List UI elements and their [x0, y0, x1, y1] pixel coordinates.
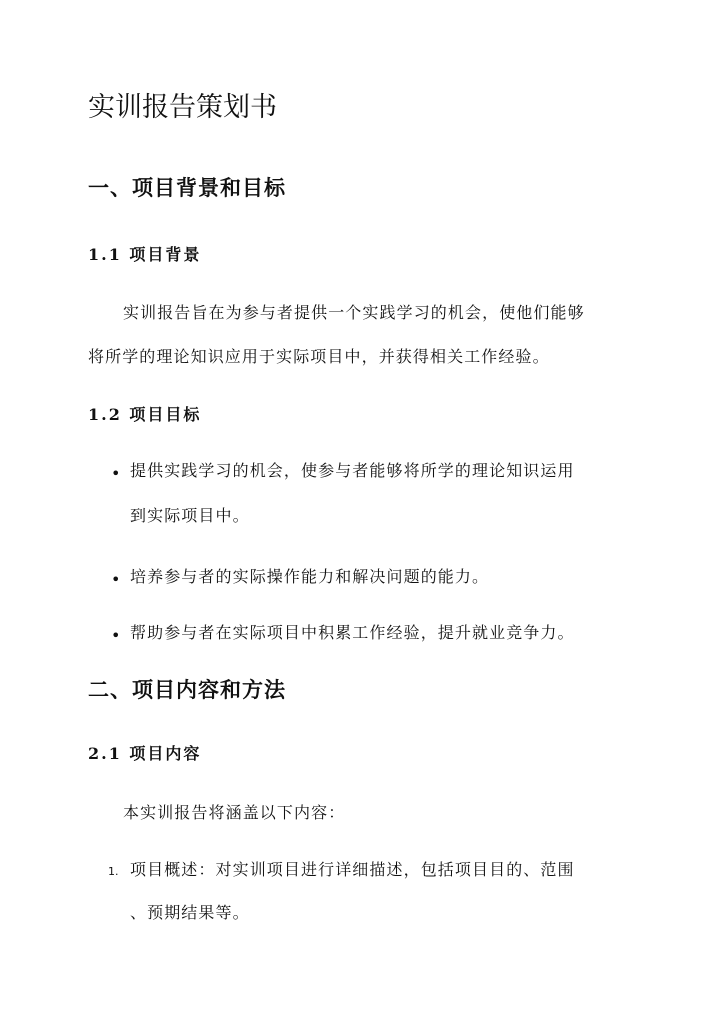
bullet-marker: •: [111, 464, 121, 483]
goal-bullet-text-line-2: 到实际项目中。: [130, 506, 250, 525]
goal-bullet-text-line-1: 提供实践学习的机会，使参与者能够将所学的理论知识运用: [130, 461, 575, 480]
background-paragraph-line-1: 实训报告旨在为参与者提供一个实践学习的机会，使他们能够: [123, 303, 585, 322]
subsection-2-1-heading: 2.1 项目内容: [88, 744, 202, 763]
subsection-1-1-heading: 1.1 项目背景: [88, 245, 202, 264]
section-2-heading: 二、项目内容和方法: [88, 677, 286, 702]
item-number: 1.: [108, 865, 119, 878]
content-intro-paragraph: 本实训报告将涵盖以下内容：: [123, 803, 346, 822]
bullet-marker: •: [111, 570, 121, 589]
content-item-text-line-1: 项目概述：对实训项目进行详细描述，包括项目目的、范围: [130, 860, 575, 879]
bullet-marker: •: [111, 626, 121, 645]
subsection-1-2-heading: 1.2 项目目标: [88, 405, 202, 424]
background-paragraph-line-2: 将所学的理论知识应用于实际项目中，并获得相关工作经验。: [88, 347, 550, 366]
section-1-heading: 一、项目背景和目标: [88, 175, 286, 200]
content-item-text-line-2: 、预期结果等。: [130, 903, 250, 922]
goal-bullet-text: 帮助参与者在实际项目中积累工作经验，提升就业竞争力。: [130, 623, 575, 642]
goal-bullet-text: 培养参与者的实际操作能力和解决问题的能力。: [130, 567, 490, 586]
document-title: 实训报告策划书: [88, 92, 277, 123]
